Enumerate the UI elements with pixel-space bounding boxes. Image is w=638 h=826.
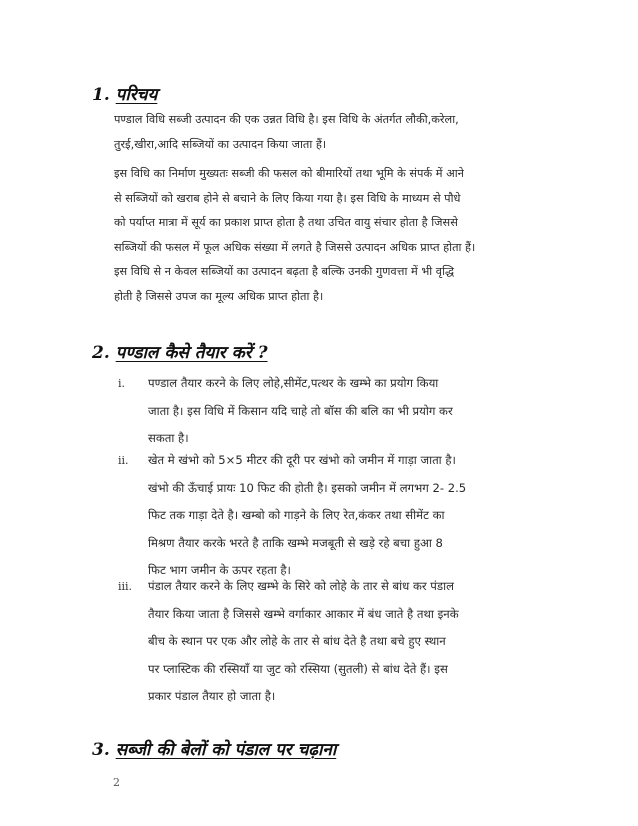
paragraph-line: होती है जिससे उपज का मूल्य अधिक प्राप्त होता है। [114, 289, 324, 303]
list-item-text [148, 573, 558, 711]
list-line: फिट तक गाड़ा देते है। खम्बो को गाड़ने के लिए रेत,कंकर तथा सीमेंट का [148, 508, 445, 522]
list-item-text [148, 447, 558, 585]
section-title: परिचय [115, 85, 158, 105]
list-item-text [148, 370, 558, 453]
section-heading-pandal-prep [92, 340, 268, 363]
list-marker: i. [118, 377, 126, 390]
paragraph-line: इस विधि का निर्माण मुख्यतः सब्जी की फसल को बीमारियों तथा भूमि के संपर्क में आने [114, 167, 464, 180]
section-number: 2. [92, 343, 110, 363]
paragraph-line: सब्जियों की फसल में फूल अधिक संख्या में लगते है जिससे उत्पादन अधिक प्राप्त होता हैं। [114, 240, 476, 254]
list-line: मिश्रण तैयार करके भरते है ताकि खम्भे मजबूती से खड़े रहे बचा हुआ 8 [148, 535, 443, 550]
paragraph-line: पण्डाल विधि सब्जी उत्पादन की एक उन्नत विधि है। इस विधि के अंतर्गत लौकी,करेला, [114, 113, 459, 126]
paragraph-line: से सब्जियों को खराब होने से बचाने के लिए किया गया है। इस विधि के माध्यम से पौधे [114, 191, 461, 205]
list-line: तैयार किया जाता है जिससे खम्भे वर्गाकार आकार में बंध जाते है तथा इनके [148, 606, 459, 621]
section-heading-intro [92, 82, 157, 105]
list-marker: ii. [118, 454, 129, 467]
list-line: खेत मे खंभो को 5×5 मीटर की दूरी पर खंभो को जमीन में गाड़ा जाता है। [148, 453, 456, 467]
list-line: पर प्लास्टिक की रस्सियाँ या जुट को रस्सिया (सुतली) से बांध देते हैं। इस [148, 661, 448, 676]
paragraph-line: तुरई,खीरा,आदि सब्जियों का उत्पादन किया जाता हैं। [114, 137, 327, 151]
paragraph-line: इस विधि से न केवल सब्जियों का उत्पादन बढ़ता है बल्कि उनकी गुणवत्ता में भी वृद्धि [114, 265, 455, 278]
list-line: खंभो की ऊँचाई प्रायः 10 फिट की होती है। इसको जमीन में लगभग 2- 2.5 [148, 480, 467, 495]
list-line: पंडाल तैयार करने के लिए खम्भे के सिरे को लोहे के तार से बांध कर पंडाल [148, 579, 454, 593]
paragraph [114, 162, 554, 309]
list-marker: iii. [118, 580, 133, 593]
section-heading-climbing [92, 737, 336, 760]
section-title: सब्जी की बेलों को पंडाल पर चढ़ाना [115, 740, 337, 760]
list-line: बीच के स्थान पर एक और लोहे के तार से बांध देते है तथा बचे हुए स्थान [148, 634, 446, 648]
list-line: प्रकार पंडाल तैयार हो जाता है। [148, 689, 276, 703]
section-title: पण्डाल कैसे तैयार करें ? [115, 343, 268, 363]
section-number: 3. [92, 740, 110, 760]
paragraph [114, 108, 554, 157]
list-line: सकता है। [148, 431, 189, 445]
page-number: 2 [113, 776, 120, 789]
paragraph-line: को पर्याप्त मात्रा में सूर्य का प्रकाश प्राप्त होता है तथा उचित वायु संचार होता है जिससे [114, 216, 458, 229]
list-line: फिट भाग जमीन के ऊपर रहता है। [148, 563, 291, 577]
list-line: पण्डाल तैयार करने के लिए लोहे,सीमेंट,पत्थर के खम्भे का प्रयोग किया [148, 376, 439, 390]
section-number: 1. [92, 85, 110, 105]
list-line: जाता है। इस विधि में किसान यदि चाहे तो बॉस की बलि का भी प्रयोग कर [148, 403, 453, 418]
